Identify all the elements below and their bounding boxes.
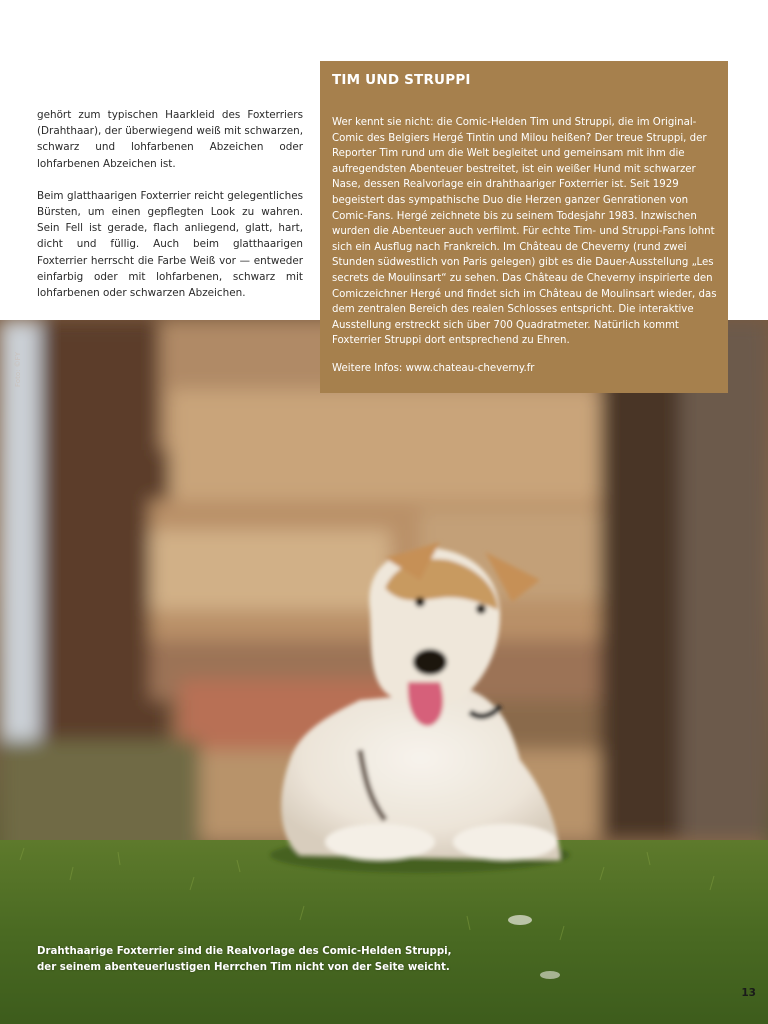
info-box-text: Wer kennt sie nicht: die Comic-Helden Tim und Struppi, die im Original-Comic des Belgiers Hergé Tintin und Milou heißen? Der treue Struppi, der Reporter Tim rund um die Welt begleitet und gemeinsam mit ihm die aufregendsten Abenteuer bestreitet, ist ein weißer Hund mit schwarzer Nase, dessen Realvorlage ein drahthaariger Foxterrier ist. Seit 1929 begeistert das sympathische Duo die Herzen ganzer Genrationen von Comic-Fans. Hergé zeichnete bis zu seinem Todesjahr 1983. Inzwischen wurden die Abenteuer auch verfilmt. Für echte Tim- und Struppi-Fans lohnt sich ein Ausflug nach Frankreich. Im Château de Cheverny (rund zwei Stunden südwestlich von Paris gelegen) gibt es die Dauer-Ausstellung „Les secrets de Moulinsart“ zu sehen. Das Château de Cheverny inspirierte den Comiczeichner Hergé und findet sich im Château de Moulinsart wieder, das dem zentralen Bereich des realen Schlosses entspricht. Die interaktive Ausstellung erstreckt sich über 700 Quadratmeter. Natürlich kommt Foxterrier Struppi dort entsprechend zu Ehren. [332, 117, 717, 347]
article-body-text [37, 107, 303, 317]
info-box-link[interactable]: Weitere Infos: www.chateau-cheverny.fr [332, 362, 535, 374]
info-box-tim-und-struppi [320, 61, 728, 393]
caption-line-1: Drahthaarige Foxterrier sind die Realvorlage des Comic-Helden Struppi, [37, 946, 452, 957]
photo-credit-text: Foto: ©FY [14, 352, 22, 387]
photo-credit [14, 352, 26, 412]
body-paragraph-2: Beim glatthaarigen Foxterrier reicht gelegentliches Bürsten, um einen gepflegten Look zu wahren. Sein Fell ist gerade, flach anliegend, glatt, hart, dicht und füllig. Auch beim glatthaarigen Foxterrier herrscht die Farbe Weiß vor — entweder einfarbig oder mit lohfarbenen, schwarz mit lohfarbenen oder schwarzen Abzeichen. [37, 189, 303, 300]
info-box-title: TIM UND STRUPPI [332, 72, 471, 88]
page-number: 13 [741, 987, 756, 999]
caption-line-2: der seinem abenteuerlustigen Herrchen Tim nicht von der Seite weicht. [37, 961, 450, 973]
photo-caption [37, 944, 457, 975]
foxterrier-photo [0, 320, 768, 1024]
body-paragraph-1: gehört zum typischen Haarkleid des Foxterriers (Drahthaar), der überwiegend weiß mit schwarzen, schwarz und lohfarbenen Abzeichen oder lohfarbenen Abzeichen ist. [37, 109, 303, 170]
